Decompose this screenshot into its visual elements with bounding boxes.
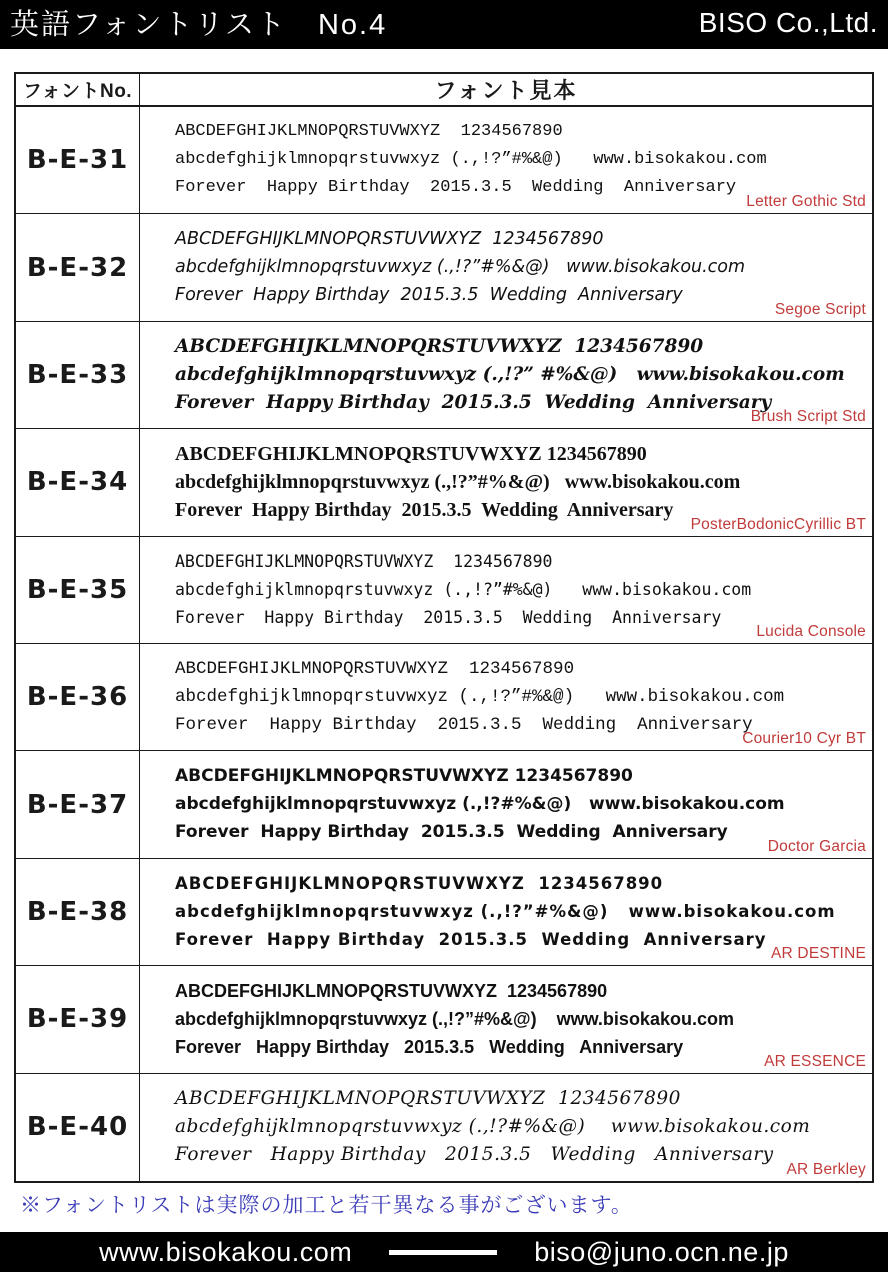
font-sample-cell <box>140 322 872 428</box>
sample-line-phrases: Forever Happy Birthday 2015.3.5 Wedding Anniversary <box>175 285 683 306</box>
sample-line-uppercase: ABCDEFGHIJKLMNOPQRSTUVWXYZ 1234567890 <box>175 122 563 141</box>
sample-line-lowercase: abcdefghijklmnopqrstuvwxyz (.,!?#%&@) www.bisokakou.com <box>175 794 785 815</box>
sample-line-uppercase: ABCDEFGHIJKLMNOPQRSTUVWXYZ 1234567890 <box>175 873 664 893</box>
font-name-label: AR ESSENCE <box>764 1052 866 1070</box>
font-sample-cell <box>140 859 872 965</box>
sample-line-phrases: Forever Happy Birthday 2015.3.5 Wedding Anniversary <box>175 929 767 949</box>
sample-line-lowercase: abcdefghijklmnopqrstuvwxyz (.,!?”#%&@) www.bisokakou.com <box>175 686 785 707</box>
table-row <box>16 322 872 429</box>
font-no-label: B-E-40 <box>16 1074 140 1181</box>
sample-line-lowercase: abcdefghijklmnopqrstuvwxyz (.,!?#%&@) www.bisokakou.com <box>175 1115 811 1137</box>
font-sample-cell <box>140 644 872 750</box>
table-row <box>16 966 872 1073</box>
sample-line-lowercase: abcdefghijklmnopqrstuvwxyz (.,!?”#%&@) www.bisokakou.com <box>175 901 836 921</box>
table-header-row <box>16 74 872 107</box>
font-no-label: B-E-35 <box>16 537 140 643</box>
font-name-label: Courier10 Cyr BT <box>742 730 866 748</box>
sample-line-phrases: Forever Happy Birthday 2015.3.5 Wedding Anniversary <box>175 714 753 735</box>
font-name-label: PosterBodonicCyrillic BT <box>690 515 866 533</box>
table-row <box>16 751 872 858</box>
table-row <box>16 859 872 966</box>
sample-line-phrases: Forever Happy Birthday 2015.3.5 Wedding Anniversary <box>175 607 722 627</box>
font-no-label: B-E-34 <box>16 429 140 535</box>
sample-line-phrases: Forever Happy Birthday 2015.3.5 Wedding Anniversary <box>175 178 737 197</box>
font-no-label: B-E-37 <box>16 751 140 857</box>
sample-line-lowercase: abcdefghijklmnopqrstuvwxyz (.,!?”#%&@) www.bisokakou.com <box>175 579 752 599</box>
column-header-font-sample: フォント見本 <box>434 78 578 103</box>
sample-line-uppercase: ABCDEFGHIJKLMNOPQRSTUVWXYZ 1234567890 <box>175 443 647 466</box>
sample-line-phrases: Forever Happy Birthday 2015.3.5 Wedding Anniversary <box>175 1037 684 1058</box>
bottom-footer-bar <box>0 1232 888 1272</box>
font-name-label: Lucida Console <box>756 622 866 640</box>
sample-line-lowercase: abcdefghijklmnopqrstuvwxyz (.,!?”#%&@) www.bisokakou.com <box>175 1009 734 1030</box>
table-row <box>16 107 872 214</box>
footer-divider-dash <box>389 1250 497 1255</box>
sample-line-lowercase: abcdefghijklmnopqrstuvwxyz (.,!?”#%&@) www.bisokakou.com <box>175 471 741 494</box>
sample-line-phrases: Forever Happy Birthday 2015.3.5 Wedding Anniversary <box>175 499 674 522</box>
font-sample-cell <box>140 1074 872 1181</box>
table-row <box>16 644 872 751</box>
sample-line-lowercase: abcdefghijklmnopqrstuvwxyz (.,!?”#%&@) www.bisokakou.com <box>175 150 767 169</box>
font-name-label: Brush Script Std <box>750 408 866 426</box>
sample-line-phrases: Forever Happy Birthday 2015.3.5 Wedding Anniversary <box>175 391 772 413</box>
font-sample-cell <box>140 429 872 535</box>
sample-line-uppercase: ABCDEFGHIJKLMNOPQRSTUVWXYZ 1234567890 <box>175 981 608 1002</box>
sample-line-uppercase: ABCDEFGHIJKLMNOPQRSTUVWXYZ 1234567890 <box>175 229 604 250</box>
font-no-label: B-E-38 <box>16 859 140 965</box>
sample-line-uppercase: ABCDEFGHIJKLMNOPQRSTUVWXYZ 1234567890 <box>175 766 633 787</box>
sample-line-uppercase: ABCDEFGHIJKLMNOPQRSTUVWXYZ 1234567890 <box>175 335 704 357</box>
sample-line-lowercase: abcdefghijklmnopqrstuvwxyz (.,!?” #%&@) www.bisokakou.com <box>175 363 845 385</box>
disclaimer-note: ※フォントリストは実際の加工と若干異なる事がございます。 <box>20 1193 633 1217</box>
company-name: BISO Co.,Ltd. <box>698 6 878 38</box>
sample-line-uppercase: ABCDEFGHIJKLMNOPQRSTUVWXYZ 1234567890 <box>175 1087 681 1109</box>
font-no-label: B-E-31 <box>16 107 140 213</box>
table-row <box>16 1074 872 1181</box>
font-sample-cell <box>140 214 872 320</box>
table-row <box>16 429 872 536</box>
font-sample-cell <box>140 537 872 643</box>
font-name-label: Letter Gothic Std <box>746 193 866 211</box>
font-name-label: AR Berkley <box>786 1160 866 1178</box>
font-sample-cell <box>140 751 872 857</box>
footer-website: www.bisokakou.com <box>99 1236 353 1267</box>
font-specimen-table <box>14 72 874 1183</box>
font-sample-cell <box>140 966 872 1072</box>
sample-line-uppercase: ABCDEFGHIJKLMNOPQRSTUVWXYZ 1234567890 <box>175 658 575 679</box>
font-no-label: B-E-32 <box>16 214 140 320</box>
font-no-label: B-E-33 <box>16 322 140 428</box>
font-name-label: Segoe Script <box>774 300 866 318</box>
sample-line-uppercase: ABCDEFGHIJKLMNOPQRSTUVWXYZ 1234567890 <box>175 551 553 571</box>
table-row <box>16 214 872 321</box>
font-no-label: B-E-36 <box>16 644 140 750</box>
font-no-label: B-E-39 <box>16 966 140 1072</box>
font-name-label: AR DESTINE <box>770 945 866 963</box>
column-header-font-no: フォントNo. <box>16 74 140 105</box>
sample-line-lowercase: abcdefghijklmnopqrstuvwxyz (.,!?”#%&@) www.bisokakou.com <box>175 257 746 278</box>
top-header-bar <box>0 0 888 49</box>
sample-line-phrases: Forever Happy Birthday 2015.3.5 Wedding Anniversary <box>175 1143 774 1165</box>
footer-email: biso@juno.ocn.ne.jp <box>534 1236 789 1267</box>
font-sample-cell <box>140 107 872 213</box>
sample-line-phrases: Forever Happy Birthday 2015.3.5 Wedding Anniversary <box>175 822 728 843</box>
font-name-label: Doctor Garcia <box>767 837 866 855</box>
table-row <box>16 537 872 644</box>
page-title: 英語フォントリスト No.4 <box>10 9 388 41</box>
